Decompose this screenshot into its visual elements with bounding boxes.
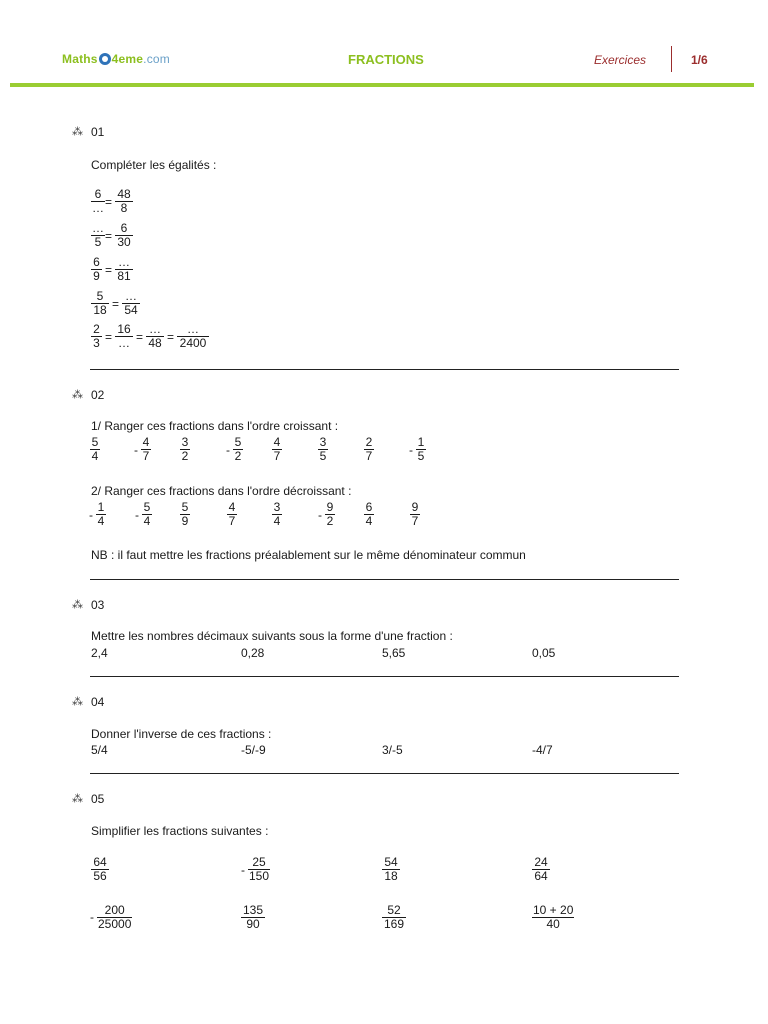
fraction-denominator: 4: [365, 514, 373, 528]
fraction: [416, 436, 426, 463]
fraction-value: -5/-9: [241, 743, 266, 757]
fraction-denominator: 7: [228, 514, 236, 528]
fraction-denominator: 150: [249, 869, 270, 883]
fraction-numerator: 64: [91, 856, 109, 870]
minus-sign: -: [241, 863, 245, 877]
fraction: [122, 290, 140, 317]
fraction-numerator: 5: [143, 500, 151, 514]
page-number: 1/6: [691, 53, 708, 67]
fraction: [233, 436, 243, 463]
fraction-denominator: 9: [93, 269, 100, 283]
section-divider: [90, 773, 679, 774]
fraction: [382, 904, 406, 931]
decimal-value: 2,4: [91, 646, 108, 660]
page-header: [0, 0, 768, 90]
section-divider: [90, 579, 679, 580]
fraction-numerator: 200: [97, 904, 132, 918]
fraction: [146, 323, 164, 350]
exercise-number: 02: [91, 388, 105, 402]
fraction-denominator: 4: [143, 514, 151, 528]
bullet-icon: ⁂: [72, 793, 83, 805]
fraction: [90, 436, 100, 463]
fraction: [91, 290, 109, 317]
fraction: [91, 222, 105, 249]
minus-sign: -: [409, 443, 413, 457]
fraction-numerator: 4: [273, 435, 281, 449]
fraction: [91, 256, 102, 283]
fraction-numerator: 9: [411, 500, 419, 514]
logo-text-left: Maths: [62, 52, 98, 66]
exercise-number: 05: [91, 792, 105, 806]
minus-sign: -: [89, 508, 93, 522]
fraction: [97, 904, 132, 931]
fraction-denominator: …: [92, 201, 104, 215]
fraction-numerator: …: [92, 221, 104, 235]
fraction-denominator: 54: [124, 303, 138, 317]
fraction-denominator: 5: [417, 449, 425, 463]
fraction-numerator: 3: [319, 435, 327, 449]
fraction-denominator: 4: [97, 514, 105, 528]
site-logo[interactable]: [62, 52, 170, 66]
fraction-denominator: 7: [273, 449, 281, 463]
section-label: Exercices: [594, 53, 647, 67]
fraction-numerator: 10 + 20: [533, 903, 574, 917]
fraction-numerator: 54: [382, 856, 400, 870]
fraction-denominator: 5: [94, 235, 102, 249]
note-text: NB : il faut mettre les fractions préalablement sur le même dénominateur commun: [91, 548, 526, 562]
equals-sign: =: [105, 195, 113, 209]
exercise-instruction: Donner l'inverse de ces fractions :: [91, 727, 272, 741]
decimal-value: 5,65: [382, 646, 406, 660]
section-divider: [90, 369, 679, 370]
exercise-instruction: Mettre les nombres décimaux suivants sous la forme d'une fraction :: [91, 629, 453, 643]
fraction-denominator: 7: [411, 514, 419, 528]
fraction-denominator: 169: [383, 917, 405, 931]
fraction: [364, 501, 374, 528]
fraction-denominator: 56: [93, 869, 107, 883]
decimal-value: 0,28: [241, 646, 265, 660]
fraction-denominator: 64: [534, 869, 548, 883]
fraction: [532, 904, 574, 931]
exercise-instruction: Compléter les égalités :: [91, 158, 217, 172]
equals-sign: =: [105, 330, 113, 344]
fraction-denominator: 30: [117, 235, 131, 249]
fraction-numerator: 5: [91, 435, 99, 449]
fraction: [272, 501, 282, 528]
fraction-denominator: 40: [546, 917, 560, 931]
fraction-numerator: 52: [382, 904, 406, 918]
bullet-icon: ⁂: [72, 126, 83, 138]
fraction: [115, 188, 133, 215]
section-divider: [90, 676, 679, 677]
minus-sign: -: [226, 443, 230, 457]
fraction-denominator: 2: [234, 449, 242, 463]
fraction-denominator: 81: [117, 269, 131, 283]
fraction-denominator: 4: [273, 514, 281, 528]
equals-sign: =: [105, 263, 113, 277]
fraction-denominator: 7: [142, 449, 150, 463]
fraction: [272, 436, 282, 463]
fraction: [115, 222, 133, 249]
fraction: [180, 436, 190, 463]
fraction-denominator: 18: [384, 869, 398, 883]
fraction-denominator: 9: [181, 514, 189, 528]
bullet-icon: ⁂: [72, 696, 83, 708]
fraction: [91, 856, 109, 883]
fraction-denominator: 8: [120, 201, 128, 215]
fraction-numerator: 5: [91, 290, 109, 304]
fraction: [410, 501, 420, 528]
fraction: [382, 856, 400, 883]
decimal-value: 0,05: [532, 646, 556, 660]
minus-sign: -: [318, 508, 322, 522]
fraction-numerator: 5: [234, 435, 242, 449]
fraction-numerator: 24: [532, 856, 550, 870]
fraction-denominator: 90: [246, 917, 260, 931]
fraction: [227, 501, 237, 528]
fraction-numerator: 6: [91, 188, 105, 202]
fraction-numerator: 4: [142, 435, 150, 449]
fraction-value: -4/7: [532, 743, 553, 757]
fraction-numerator: 4: [228, 500, 236, 514]
fraction: [180, 501, 190, 528]
fraction-numerator: 3: [181, 435, 189, 449]
fraction-value: 3/-5: [382, 743, 403, 757]
fraction-numerator: 25: [248, 856, 270, 870]
fraction-denominator: 25000: [98, 917, 132, 931]
fraction-numerator: 6: [115, 222, 133, 236]
fraction-numerator: 6: [91, 256, 102, 270]
fraction-numerator: 135: [242, 903, 264, 917]
minus-sign: -: [134, 443, 138, 457]
fraction-numerator: 2: [91, 323, 102, 337]
exercise-number: 03: [91, 598, 105, 612]
header-divider: [671, 46, 672, 72]
fraction: [141, 436, 151, 463]
fraction-numerator: 6: [365, 500, 373, 514]
fraction: [115, 323, 133, 350]
fraction-denominator: …: [118, 336, 130, 350]
header-bar: [10, 83, 754, 87]
instruction-descending: 2/ Ranger ces fractions dans l'ordre décroissant :: [91, 484, 352, 498]
fraction-numerator: 9: [326, 500, 334, 514]
fraction-value: 5/4: [91, 743, 108, 757]
fraction: [91, 188, 105, 215]
fraction: [241, 904, 265, 931]
fraction-denominator: 7: [365, 449, 373, 463]
fraction-numerator: 16: [115, 323, 133, 337]
minus-sign: -: [90, 910, 94, 924]
fraction-denominator: 48: [148, 336, 162, 350]
fraction-denominator: 2: [326, 514, 334, 528]
fraction-denominator: 3: [93, 336, 100, 350]
fraction: [364, 436, 374, 463]
fraction-numerator: 48: [115, 188, 133, 202]
instruction-ascending: 1/ Ranger ces fractions dans l'ordre croissant :: [91, 419, 339, 433]
exercise-number: 01: [91, 125, 105, 139]
fraction-numerator: …: [177, 323, 209, 337]
fraction-numerator: 1: [417, 435, 425, 449]
bullet-icon: ⁂: [72, 389, 83, 401]
fraction-numerator: …: [146, 323, 164, 337]
equals-sign: =: [105, 229, 113, 243]
fraction-denominator: 2400: [179, 336, 207, 350]
exercise-number: 04: [91, 695, 105, 709]
minus-sign: -: [135, 508, 139, 522]
equals-sign: =: [167, 330, 175, 344]
equals-sign: =: [112, 297, 120, 311]
fraction-numerator: 3: [273, 500, 281, 514]
fraction: [177, 323, 209, 350]
fraction-numerator: …: [115, 256, 133, 270]
fraction-denominator: 4: [91, 449, 99, 463]
bullet-icon: ⁂: [72, 599, 83, 611]
page-title: FRACTIONS: [348, 52, 424, 67]
fraction: [91, 323, 102, 350]
fraction-denominator: 5: [319, 449, 327, 463]
fraction: [142, 501, 152, 528]
fraction: [325, 501, 335, 528]
fraction: [318, 436, 328, 463]
fraction-denominator: 18: [93, 303, 107, 317]
logo-text-right: 4eme: [111, 52, 144, 66]
logo-text-suffix: .com: [143, 52, 170, 66]
fraction: [248, 856, 270, 883]
fraction: [96, 501, 106, 528]
fraction-numerator: …: [122, 290, 140, 304]
equals-sign: =: [136, 330, 144, 344]
fraction-numerator: 2: [365, 435, 373, 449]
exercise-instruction: Simplifier les fractions suivantes :: [91, 824, 269, 838]
fraction: [532, 856, 550, 883]
fraction: [115, 256, 133, 283]
fraction-numerator: 5: [181, 500, 189, 514]
fraction-denominator: 2: [181, 449, 189, 463]
logo-dot-icon: [99, 53, 111, 65]
fraction-numerator: 1: [97, 500, 105, 514]
